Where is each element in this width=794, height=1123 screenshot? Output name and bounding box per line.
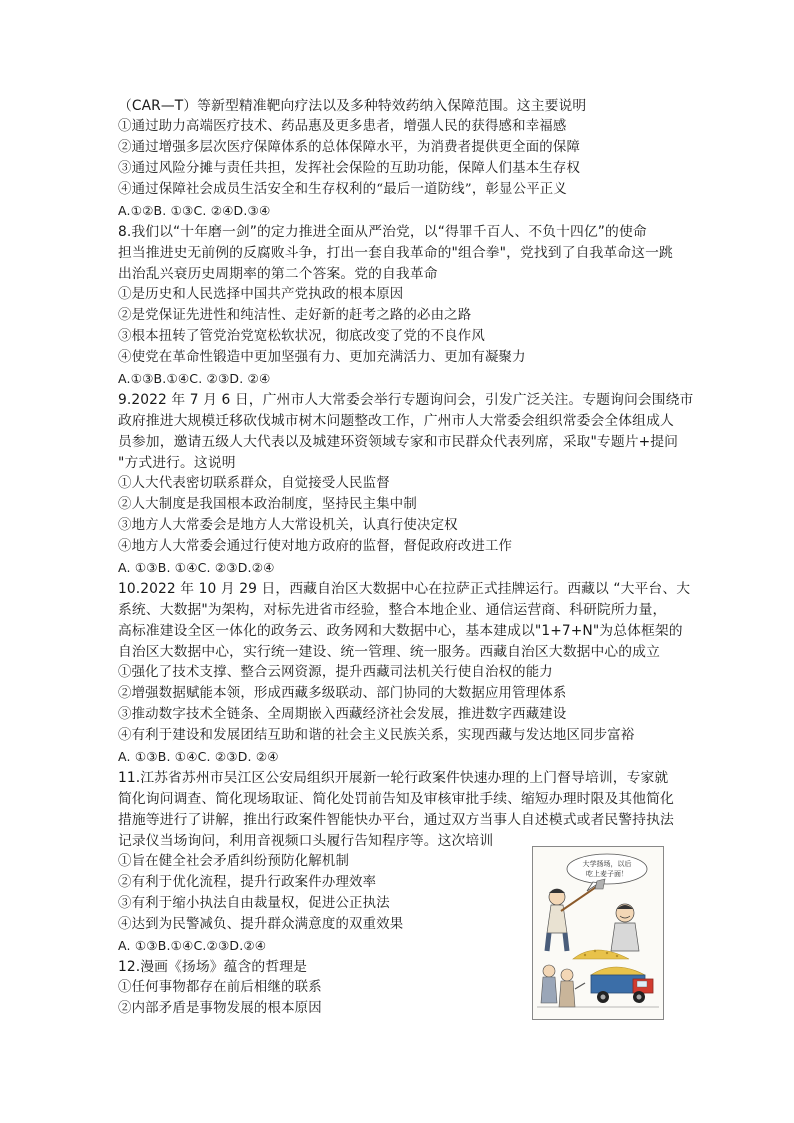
q10-stem-line-4: 自治区大数据中心，实行统一建设、统一管理、统一服务。西藏自治区大数据中心的成立 xyxy=(118,644,660,660)
q8-option-4: ④使党在革命性锻造中更加坚强有力、更加充满活力、更加有凝聚力 xyxy=(118,350,526,365)
q7-stem: （CAR—T）等新型精准靶向疗法以及多种特效药纳入保障范围。这主要说明 xyxy=(118,98,587,114)
q11-stem-line-2: 简化询问调查、简化现场取证、简化处罚前告知及审核审批手续、缩短办理时限及其他简化 xyxy=(118,791,674,807)
q11-option-4: ④达到为民警减负、提升群众满意度的双重效果 xyxy=(118,917,404,932)
q8-option-1: ①是历史和人民选择中国共产党执政的根本原因 xyxy=(118,287,404,302)
q9-option-3: ③地方人大常委会是地方人大常设机关，认真行使决定权 xyxy=(118,518,458,533)
q8-option-3: ③根本扭转了管党治党宽松软状况，彻底改变了党的不良作风 xyxy=(118,329,485,344)
q10-option-1: ①强化了技术支撑、整合云网资源，提升西藏司法机关行使自治权的能力 xyxy=(118,665,553,680)
q7-option-2: ②通过增强多层次医疗保障体系的总体保障水平，为消费者提供更全面的保障 xyxy=(118,140,581,155)
cartoon-illustration xyxy=(532,846,664,1020)
q7-answers: A.①②B. ①③C. ②④D.③④ xyxy=(118,203,271,218)
q12-stem-line-1: 12.漫画《扬场》蕴含的哲理是 xyxy=(118,959,308,975)
q11-option-3: ③有利于缩小执法自由裁量权，促进公正执法 xyxy=(118,896,390,911)
q8-option-2: ②是党保证先进性和纯洁性、走好新的赶考之路的必由之路 xyxy=(118,308,472,323)
q8-stem-line-3: 出治乱兴衰历史周期率的第二个答案。党的自我革命 xyxy=(118,266,438,282)
q7-option-1: ①通过助力高端医疗技术、药品惠及更多患者，增强人民的获得感和幸福感 xyxy=(118,119,567,134)
q10-stem-line-1: 10.2022 年 10 月 29 日，西藏自治区大数据中心在拉萨正式挂牌运行。西藏以 “大平台、大 xyxy=(118,581,691,597)
q10-option-2: ②增强数据赋能本领，形成西藏多级联动、部门协同的大数据应用管理体系 xyxy=(118,686,567,701)
q11-option-1: ①旨在健全社会矛盾纠纷预防化解机制 xyxy=(118,854,350,869)
q10-option-4: ④有利于建设和发展团结互助和谐的社会主义民族关系，实现西藏与发达地区同步富裕 xyxy=(118,728,635,743)
q10-stem-line-3: 高标准建设全区一体化的政务云、政务网和大数据中心，基本建成以"1+7+N"为总体框架的 xyxy=(118,623,683,639)
q9-stem-line-4: "方式进行。这说明 xyxy=(118,455,236,471)
q9-stem-line-1: 9.2022 年 7 月 6 日，广州市人大常委会举行专题询问会，引发广泛关注。专题询问会围绕市 xyxy=(118,392,694,408)
q11-stem-line-4: 记录仪当场询问，利用音视频口头履行告知程序等。这次培训 xyxy=(118,833,494,849)
q8-answers: A.①③B.①④C. ②③D. ②④ xyxy=(118,371,271,386)
q9-option-1: ①人大代表密切联系群众，自觉接受人民监督 xyxy=(118,476,390,491)
q9-stem-line-3: 员参加，邀请五级人大代表以及城建环资领域专家和市民群众代表列席，采取"专题片+提问 xyxy=(118,434,679,450)
q10-stem-line-2: 系统、大数据"为架构，对标先进省市经验，整合本地企业、通信运营商、科研院所力量， xyxy=(118,602,667,618)
q9-stem-line-2: 政府推进大规模迁移砍伐城市树木问题整改工作，广州市人大常委会组织常委会全体组成人 xyxy=(118,413,674,429)
q9-option-2: ②人大制度是我国根本政治制度，坚持民主集中制 xyxy=(118,497,417,512)
q10-option-3: ③推动数字技术全链条、全周期嵌入西藏经济社会发展，推进数字西藏建设 xyxy=(118,707,567,722)
q11-stem-line-1: 11.江苏省苏州市吴江区公安局组织开展新一轮行政案件快速办理的上门督导培训，专家就 xyxy=(118,770,669,786)
q11-option-2: ②有利于优化流程，提升行政案件办理效率 xyxy=(118,875,377,890)
speech-bubble-line-1: 大学扬场，以后 xyxy=(582,860,632,868)
q8-stem-line-2: 担当推进史无前例的反腐败斗争，打出一套自我革命的"组合拳"，党找到了自我革命这一跳 xyxy=(118,245,673,261)
q9-option-4: ④地方人大常委会通过行使对地方政府的监督，督促政府改进工作 xyxy=(118,539,513,554)
q12-option-2: ②内部矛盾是事物发展的根本原因 xyxy=(118,1001,322,1016)
q11-answers: A. ①③B.①④C.②③D.②④ xyxy=(118,938,267,953)
q9-answers: A. ①③B. ①④C. ②③D.②④ xyxy=(118,560,275,575)
q12-option-1: ①任何事物都存在前后相继的联系 xyxy=(118,980,322,995)
q10-answers: A. ①③B. ①④C. ②③D. ②④ xyxy=(118,749,279,764)
q11-stem-line-3: 措施等进行了讲解，推出行政案件智能快办平台，通过双方当事人自述模式或者民警持执法 xyxy=(118,812,674,828)
speech-bubble-line-2: 吃上麦子面！ xyxy=(586,870,628,878)
q8-stem-line-1: 8.我们以“十年磨一剑”的定力推进全面从严治党，以“得罪千百人、不负十四亿”的使命 xyxy=(118,224,647,240)
q7-option-3: ③通过风险分摊与责任共担，发挥社会保险的互助功能，保障人们基本生存权 xyxy=(118,161,581,176)
q7-option-4: ④通过保障社会成员生活安全和生存权利的“最后一道防线”，彰显公平正义 xyxy=(118,182,567,197)
